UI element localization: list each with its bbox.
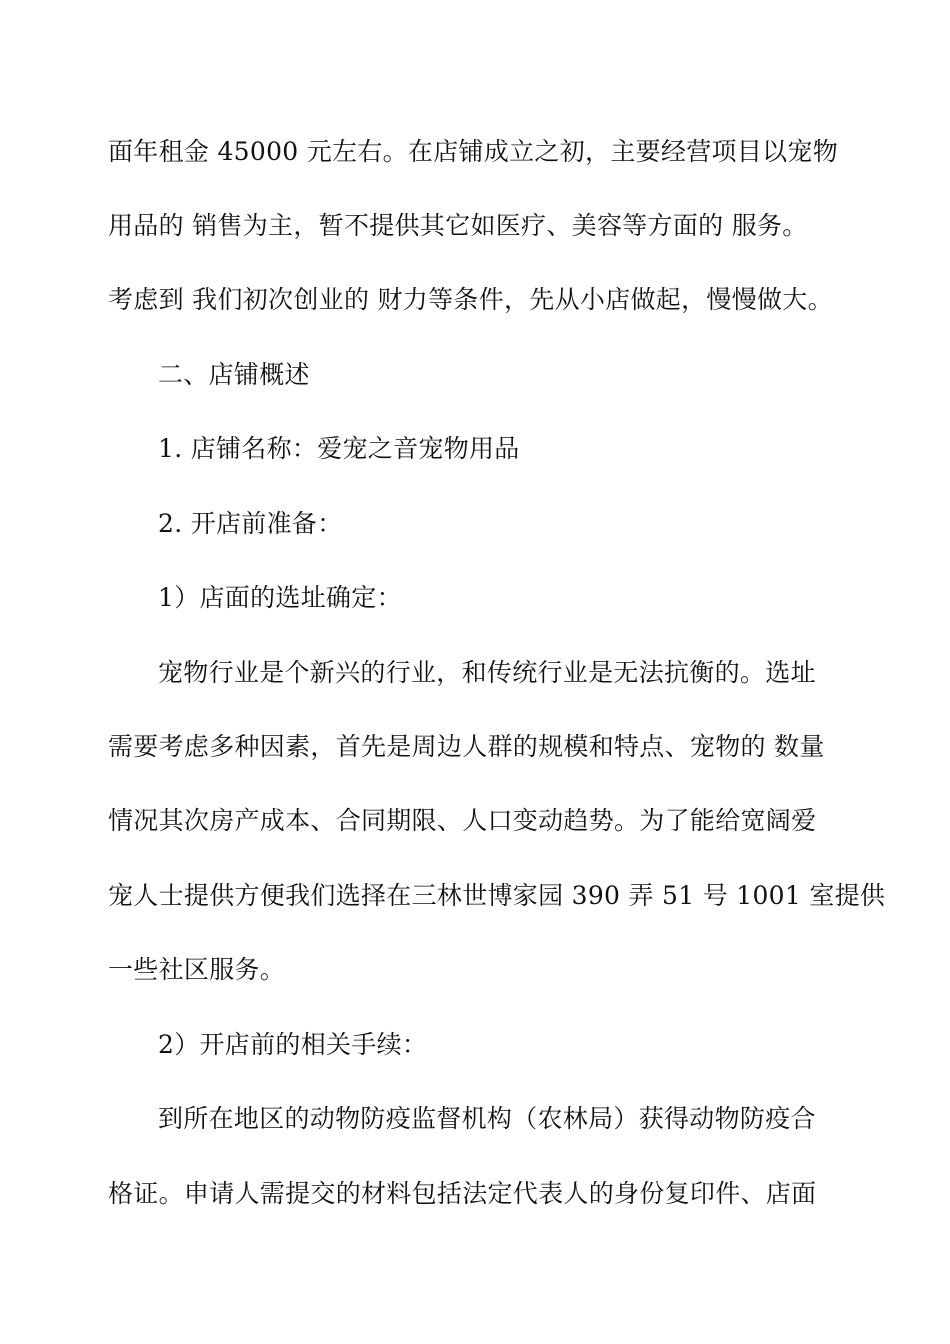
- body-text-line: 需要考虑多种因素，首先是周边人群的规模和特点、宠物的 数量: [108, 732, 825, 761]
- subheading: 2）开店前的相关手续：: [158, 1030, 428, 1059]
- body-text-line: 考虑到 我们初次创业的 财力等条件，先从小店做起，慢慢做大。: [108, 285, 833, 314]
- body-text-line: 情况其次房产成本、合同期限、人口变动趋势。为了能给宽阔爱: [108, 806, 817, 835]
- subheading: 1）店面的选址确定：: [158, 583, 402, 612]
- body-text-line: 一些社区服务。: [108, 955, 286, 984]
- body-text-line: 面年租金 45000 元左右。在店铺成立之初，主要经营项目以宠物: [108, 137, 839, 166]
- body-text-line: 宠人士提供方便我们选择在三林世博家园 390 弄 51 号 1001 室提供: [108, 881, 886, 910]
- section-heading: 二、店铺概述: [158, 360, 310, 389]
- list-item: 2. 开店前准备：: [158, 509, 343, 538]
- paragraph-first-line: 到所在地区的动物防疫监督机构（农林局）获得动物防疫合: [158, 1104, 816, 1133]
- body-text-line: 用品的 销售为主，暂不提供其它如医疗、美容等方面的 服务。: [108, 211, 808, 240]
- list-item: 1. 店铺名称：爱宠之音宠物用品: [158, 434, 520, 463]
- paragraph-first-line: 宠物行业是个新兴的行业，和传统行业是无法抗衡的。选址: [158, 658, 816, 687]
- body-text-line: 格证。申请人需提交的材料包括法定代表人的身份复印件、店面: [108, 1179, 817, 1208]
